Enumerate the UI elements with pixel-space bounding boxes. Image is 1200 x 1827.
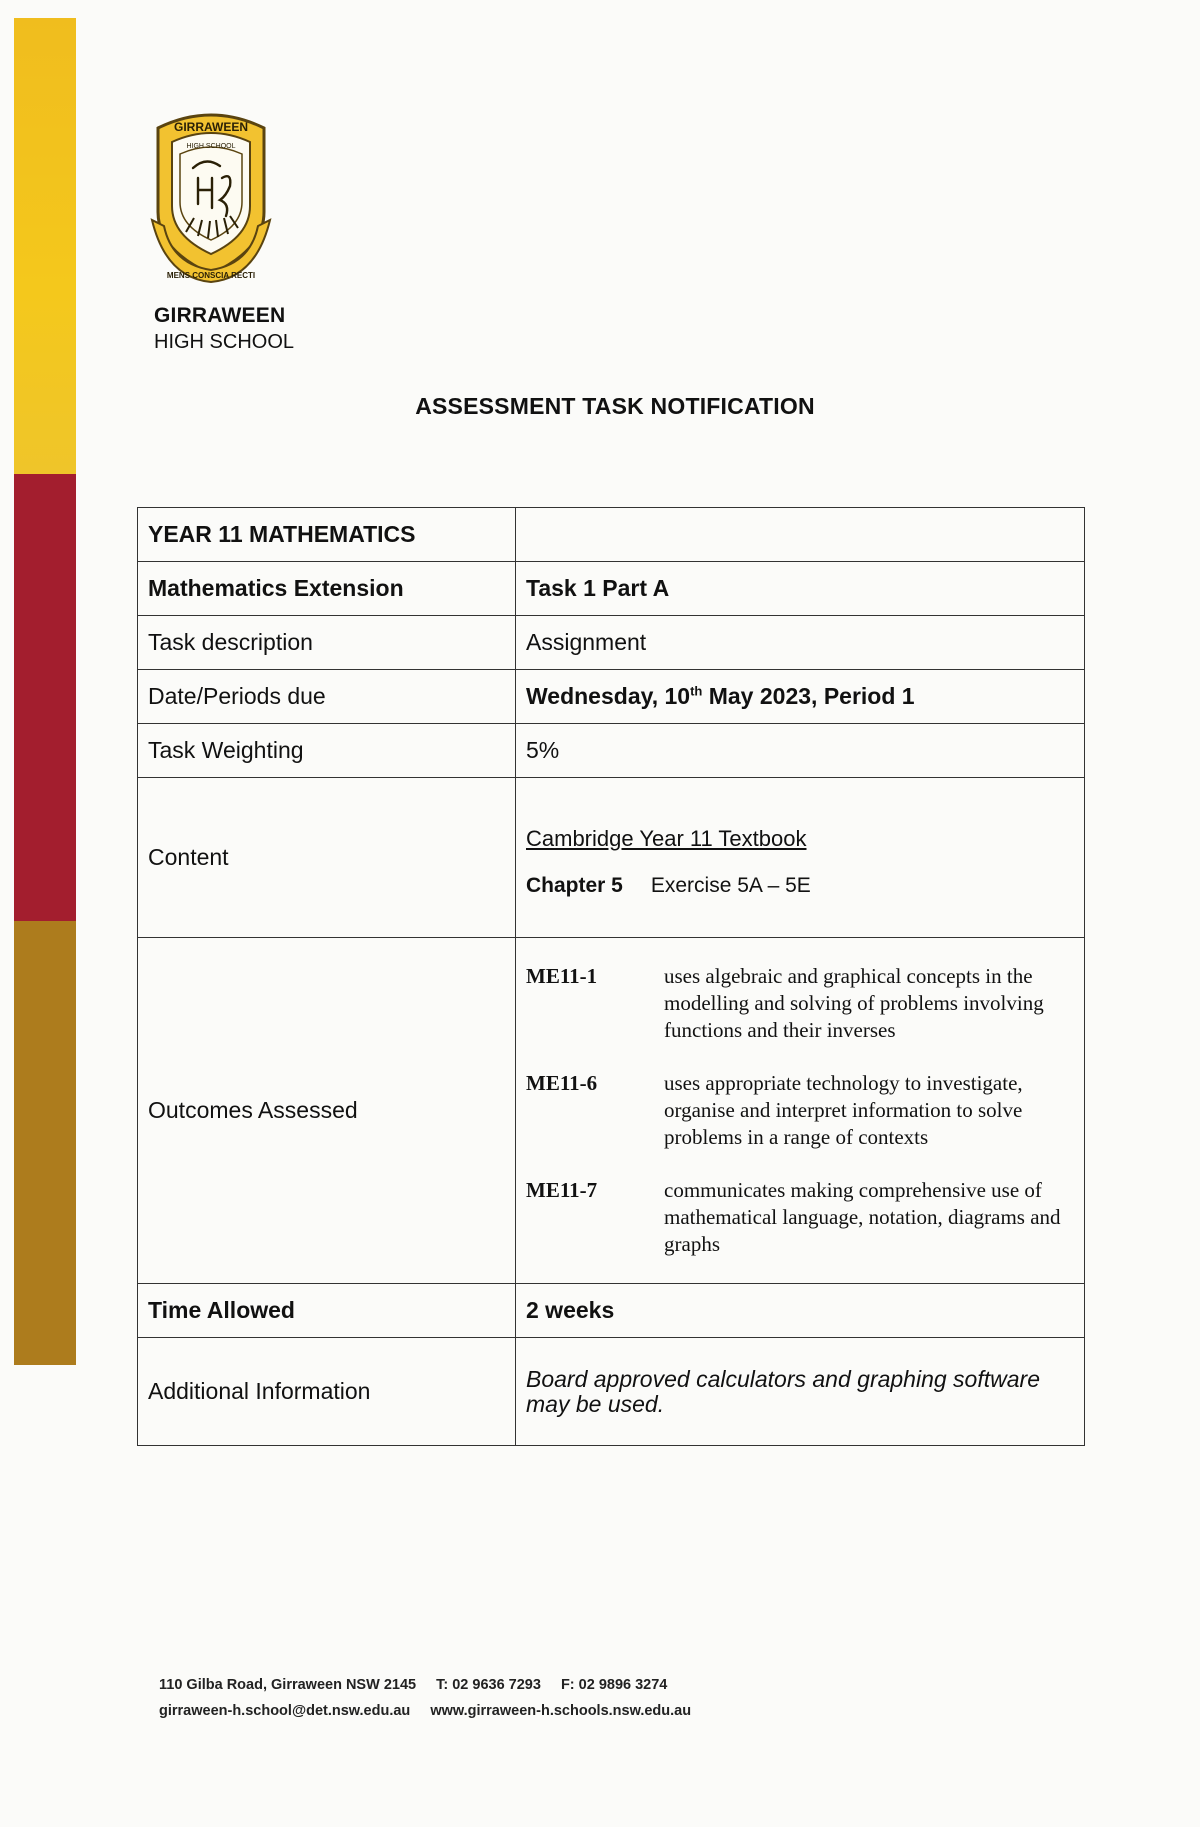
weighting-label: Task Weighting	[138, 724, 516, 778]
course-label: Mathematics Extension	[138, 562, 516, 616]
content-value	[516, 778, 1085, 938]
time-value: 2 weeks	[516, 1284, 1085, 1338]
school-name	[154, 303, 294, 355]
table-row	[138, 508, 1085, 562]
table-row	[138, 562, 1085, 616]
footer-phone: T: 02 9636 7293	[436, 1677, 541, 1693]
side-strip-red	[14, 474, 76, 921]
table-row	[138, 724, 1085, 778]
date-value-main: Wednesday, 10	[526, 683, 691, 709]
date-value-suffix: th	[690, 683, 703, 699]
date-value	[516, 670, 1085, 724]
crest-motto-text: MENS CONSCIA RECTI	[166, 271, 256, 280]
outcome-description: uses appropriate technology to investigate, organise and interpret information to solve problems in a range of contexts	[664, 1071, 1023, 1149]
course-value: Task 1 Part A	[516, 562, 1085, 616]
content-chapter: Chapter 5	[526, 873, 623, 897]
table-row	[138, 670, 1085, 724]
table-row	[138, 616, 1085, 670]
task-description-value: Assignment	[516, 616, 1085, 670]
footer-line1	[159, 1672, 707, 1698]
assessment-details-table	[137, 507, 1085, 1446]
school-name-line1: GIRRAWEEN	[154, 304, 286, 327]
additional-value: Board approved calculators and graphing software may be used.	[516, 1338, 1085, 1446]
document-title: ASSESSMENT TASK NOTIFICATION	[415, 393, 815, 419]
school-crest-logo	[146, 108, 276, 284]
outcome-description: uses algebraic and graphical concepts in the modelling and solving of problems involving functions and their inverses	[664, 964, 1044, 1042]
outcome-code: ME11-7	[526, 1178, 598, 1202]
additional-label: Additional Information	[138, 1338, 516, 1446]
content-label: Content	[138, 778, 516, 938]
outcomes-value	[516, 938, 1085, 1284]
content-textbook: Cambridge Year 11 Textbook	[526, 825, 807, 851]
table-row	[138, 938, 1085, 1284]
year-value	[516, 508, 1085, 562]
outcome-description: communicates making comprehensive use of mathematical language, notation, diagrams and graphs	[664, 1178, 1061, 1256]
school-name-line2: HIGH SCHOOL	[154, 331, 295, 353]
outcome-item	[526, 1177, 1074, 1258]
content-chapter-line	[526, 874, 1074, 898]
date-label: Date/Periods due	[138, 670, 516, 724]
weighting-value: 5%	[516, 724, 1085, 778]
footer-website: www.girraween-h.schools.nsw.edu.au	[430, 1703, 692, 1719]
footer-fax: F: 02 9896 3274	[560, 1677, 668, 1693]
side-strip-brown	[14, 921, 76, 1365]
outcome-item	[526, 963, 1074, 1044]
year-label: YEAR 11 MATHEMATICS	[138, 508, 516, 562]
table-row	[138, 1338, 1085, 1446]
outcome-item	[526, 1070, 1074, 1151]
crest-top-text: GIRRAWEEN	[173, 120, 249, 134]
content-exercise: Exercise 5A – 5E	[650, 873, 811, 897]
outcome-code: ME11-1	[526, 964, 598, 988]
footer-line2	[159, 1698, 707, 1724]
table-row	[138, 778, 1085, 938]
crest-sub-text: HIGH SCHOOL	[186, 143, 236, 150]
task-description-label: Task description	[138, 616, 516, 670]
outcomes-label: Outcomes Assessed	[138, 938, 516, 1284]
footer-contact	[159, 1672, 707, 1724]
outcome-code: ME11-6	[526, 1071, 598, 1095]
table-row	[138, 1284, 1085, 1338]
time-label: Time Allowed	[138, 1284, 516, 1338]
footer-email: girraween-h.school@det.nsw.edu.au	[159, 1703, 411, 1719]
date-value-rest: May 2023, Period 1	[702, 683, 915, 709]
footer-address: 110 Gilba Road, Girraween NSW 2145	[159, 1677, 417, 1693]
